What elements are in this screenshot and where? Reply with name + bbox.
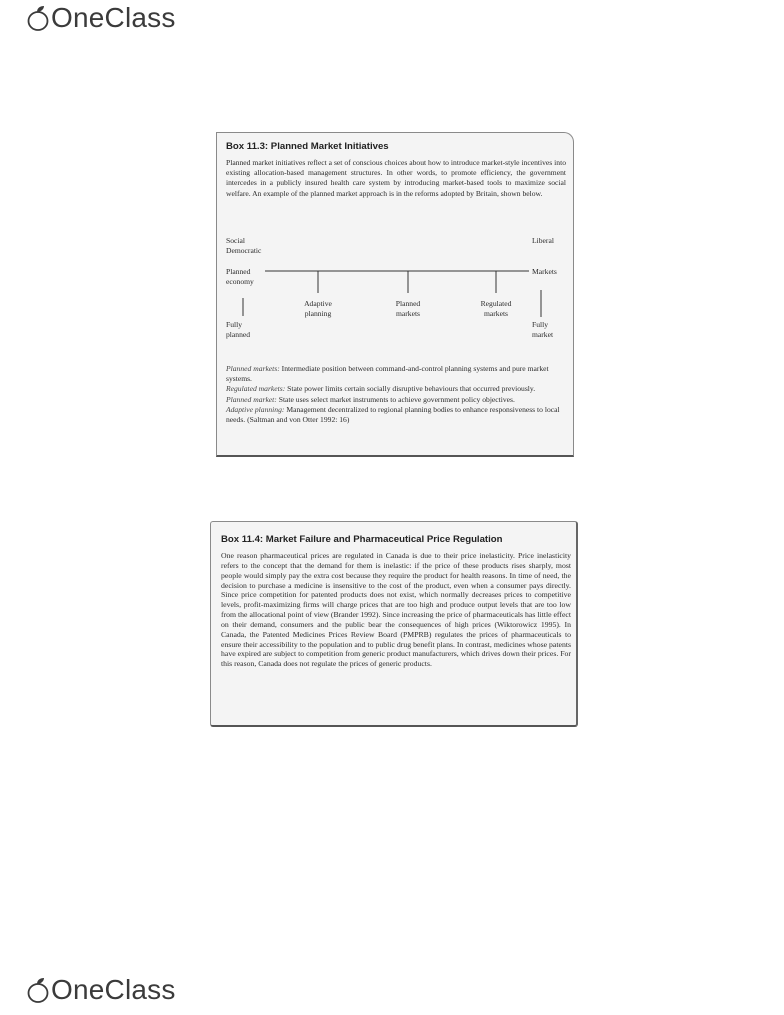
label-adaptive-planning: Adaptive planning — [304, 299, 332, 318]
box-intro-text: Planned market initiatives reflect a set of conscious choices about how to introduce market-style incentives into existing allocation-based management structures. In other words, to promote efficiency, the government intercedes in a publicly insured health care system by introducing market-based tools to maximize social welfare. An example of the planned market approach is in the reforms adopted by Britain, shown below. — [226, 158, 566, 198]
label-planned-markets: Planned markets — [395, 299, 421, 318]
definition-term: Adaptive planning: — [226, 404, 285, 414]
definition-item — [226, 384, 566, 394]
definition-text: Intermediate position between command-and-control planning systems and pure market systems. — [226, 364, 549, 384]
label-markets: Markets — [532, 267, 557, 276]
definition-item — [226, 405, 566, 425]
logo-text: OneClass — [51, 2, 176, 33]
logo-text: OneClass — [51, 974, 176, 1005]
box-planned-market-initiatives — [216, 132, 574, 457]
definition-item — [226, 364, 566, 384]
definition-item — [226, 395, 566, 405]
label-fully-planned: Fully planned — [226, 320, 251, 339]
definition-term: Regulated markets: — [226, 384, 286, 394]
definition-text: State uses select market instruments to achieve government policy objectives. — [276, 394, 515, 404]
definition-term: Planned markets: — [226, 364, 280, 373]
label-fully-market: Fully market — [532, 320, 554, 339]
leaf-icon — [26, 4, 50, 32]
oneclass-logo-bottom — [26, 974, 176, 1006]
definition-term: Planned market: — [226, 394, 277, 404]
definition-text: Management decentralized to regional planning bodies to enhance responsiveness to local needs. (Saltman and von Otter 1992: 16) — [226, 404, 560, 425]
definition-text: State power limits certain socially disruptive behaviours that occurred previously. — [285, 384, 536, 394]
box-market-failure-pharmaceutical — [210, 521, 578, 727]
label-liberal: Liberal — [532, 236, 554, 245]
label-regulated-markets: Regulated markets — [480, 299, 512, 318]
label-planned-economy: Planned economy — [226, 267, 254, 286]
leaf-icon — [26, 976, 50, 1004]
oneclass-logo-top — [26, 2, 176, 34]
label-social-democratic: Social Democratic — [226, 236, 262, 255]
box-title: Box 11.3: Planned Market Initiatives — [226, 141, 389, 152]
box-title: Box 11.4: Market Failure and Pharmaceutical Price Regulation — [221, 534, 503, 545]
definitions-list — [226, 364, 566, 425]
box-body-text: One reason pharmaceutical prices are regulated in Canada is due to their price inelasticity. Price inelasticity refers to the concept that the demand for them is inelastic: if the price of these products rises sharply, most people would simply pay the extra cost because they require the product for health reasons. In time of need, the decision to purchase a medicine is insensitive to the cost of the product, even when a consumer pays directly. Since price competition for patented products does not exist, which normally decreases prices to competitive levels, profit-maximizing firms will charge prices that are too high and produce output levels that are too low from the allocational point of view (Brander 1992). Since increasing the price of pharmaceuticals has little effect on their demand, consumers and the public bear the consequences of high prices (Wiktorowicz 1995). In Canada, the Patented Medicines Prices Review Board (PMPRB) regulates the prices of pharmaceuticals to ensure their accessibility to the population and to public drug benefit plans. In contrast, medicines whose patents have expired are subject to competition from generic product manufacturers, which drives down their prices. For this reason, Canada does not regulate the prices of generic products. — [221, 551, 571, 669]
